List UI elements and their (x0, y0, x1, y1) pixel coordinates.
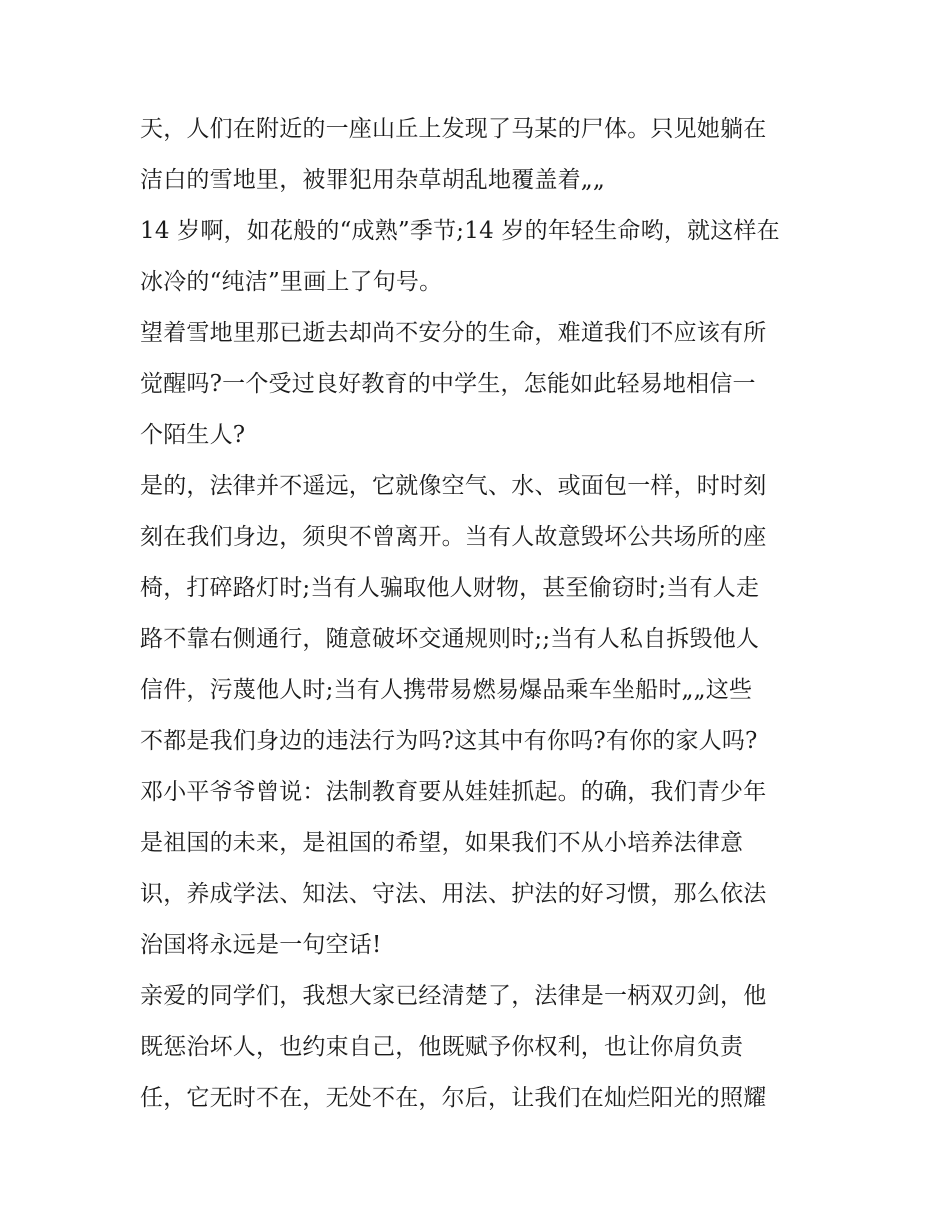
text-line: 望着雪地里那已逝去却尚不安分的生命，难道我们不应该有所 (140, 320, 767, 346)
text-line: 亲爱的同学们，我想大家已经清楚了，法律是一柄双刃剑，他 (140, 983, 767, 1009)
text-line: 椅，打碎路灯时;当有人骗取他人财物，甚至偷窃时;当有人走 (140, 575, 760, 601)
paragraph-6 (140, 971, 820, 1124)
text-line: 治国将永远是一句空话! (140, 932, 382, 958)
paragraph-5 (140, 767, 820, 971)
text-line: 邓小平爷爷曾说：法制教育要从娃娃抓起。的确，我们青少年 (140, 779, 767, 805)
text-line: 个陌生人? (140, 422, 246, 448)
text-line: 识，养成学法、知法、守法、用法、护法的好习惯，那么依法 (140, 881, 767, 907)
text-line: 任，它无时不在，无处不在，尔后，让我们在灿烂阳光的照耀 (140, 1085, 767, 1111)
text-line: 是的，法律并不遥远，它就像空气、水、或面包一样，时时刻 (140, 473, 767, 499)
text-line: 既惩治坏人，也约束自己，他既赋予你权利，也让你肩负责 (140, 1034, 744, 1060)
paragraph-2 (140, 206, 820, 308)
paragraph-3 (140, 308, 820, 461)
text-line: 不都是我们身边的违法行为吗?这其中有你吗?有你的家人吗? (140, 728, 758, 754)
text-line: 洁白的雪地里，被罪犯用杂草胡乱地覆盖着„„ (140, 167, 606, 193)
text-line: 刻在我们身边，须臾不曾离开。当有人故意毁坏公共场所的座 (140, 524, 767, 550)
text-line: 信件，污蔑他人时;当有人携带易燃易爆品乘车坐船时„„这些 (140, 677, 753, 703)
text-line: 是祖国的未来，是祖国的希望，如果我们不从小培养法律意 (140, 830, 744, 856)
text-line: 14 岁啊，如花般的“成熟”季节;14 岁的年轻生命哟，就这样在 (140, 218, 780, 244)
paragraph-4 (140, 461, 820, 767)
paragraph-1 (140, 104, 820, 206)
document-body (140, 104, 820, 1124)
text-line: 路不靠右侧通行，随意破坏交通规则时;;当有人私自拆毁他人 (140, 626, 760, 652)
text-line: 天，人们在附近的一座山丘上发现了马某的尸体。只见她躺在 (140, 116, 767, 142)
text-line: 冰冷的“纯洁”里画上了句号。 (140, 269, 443, 295)
text-line: 觉醒吗?一个受过良好教育的中学生，怎能如此轻易地相信一 (140, 371, 756, 397)
